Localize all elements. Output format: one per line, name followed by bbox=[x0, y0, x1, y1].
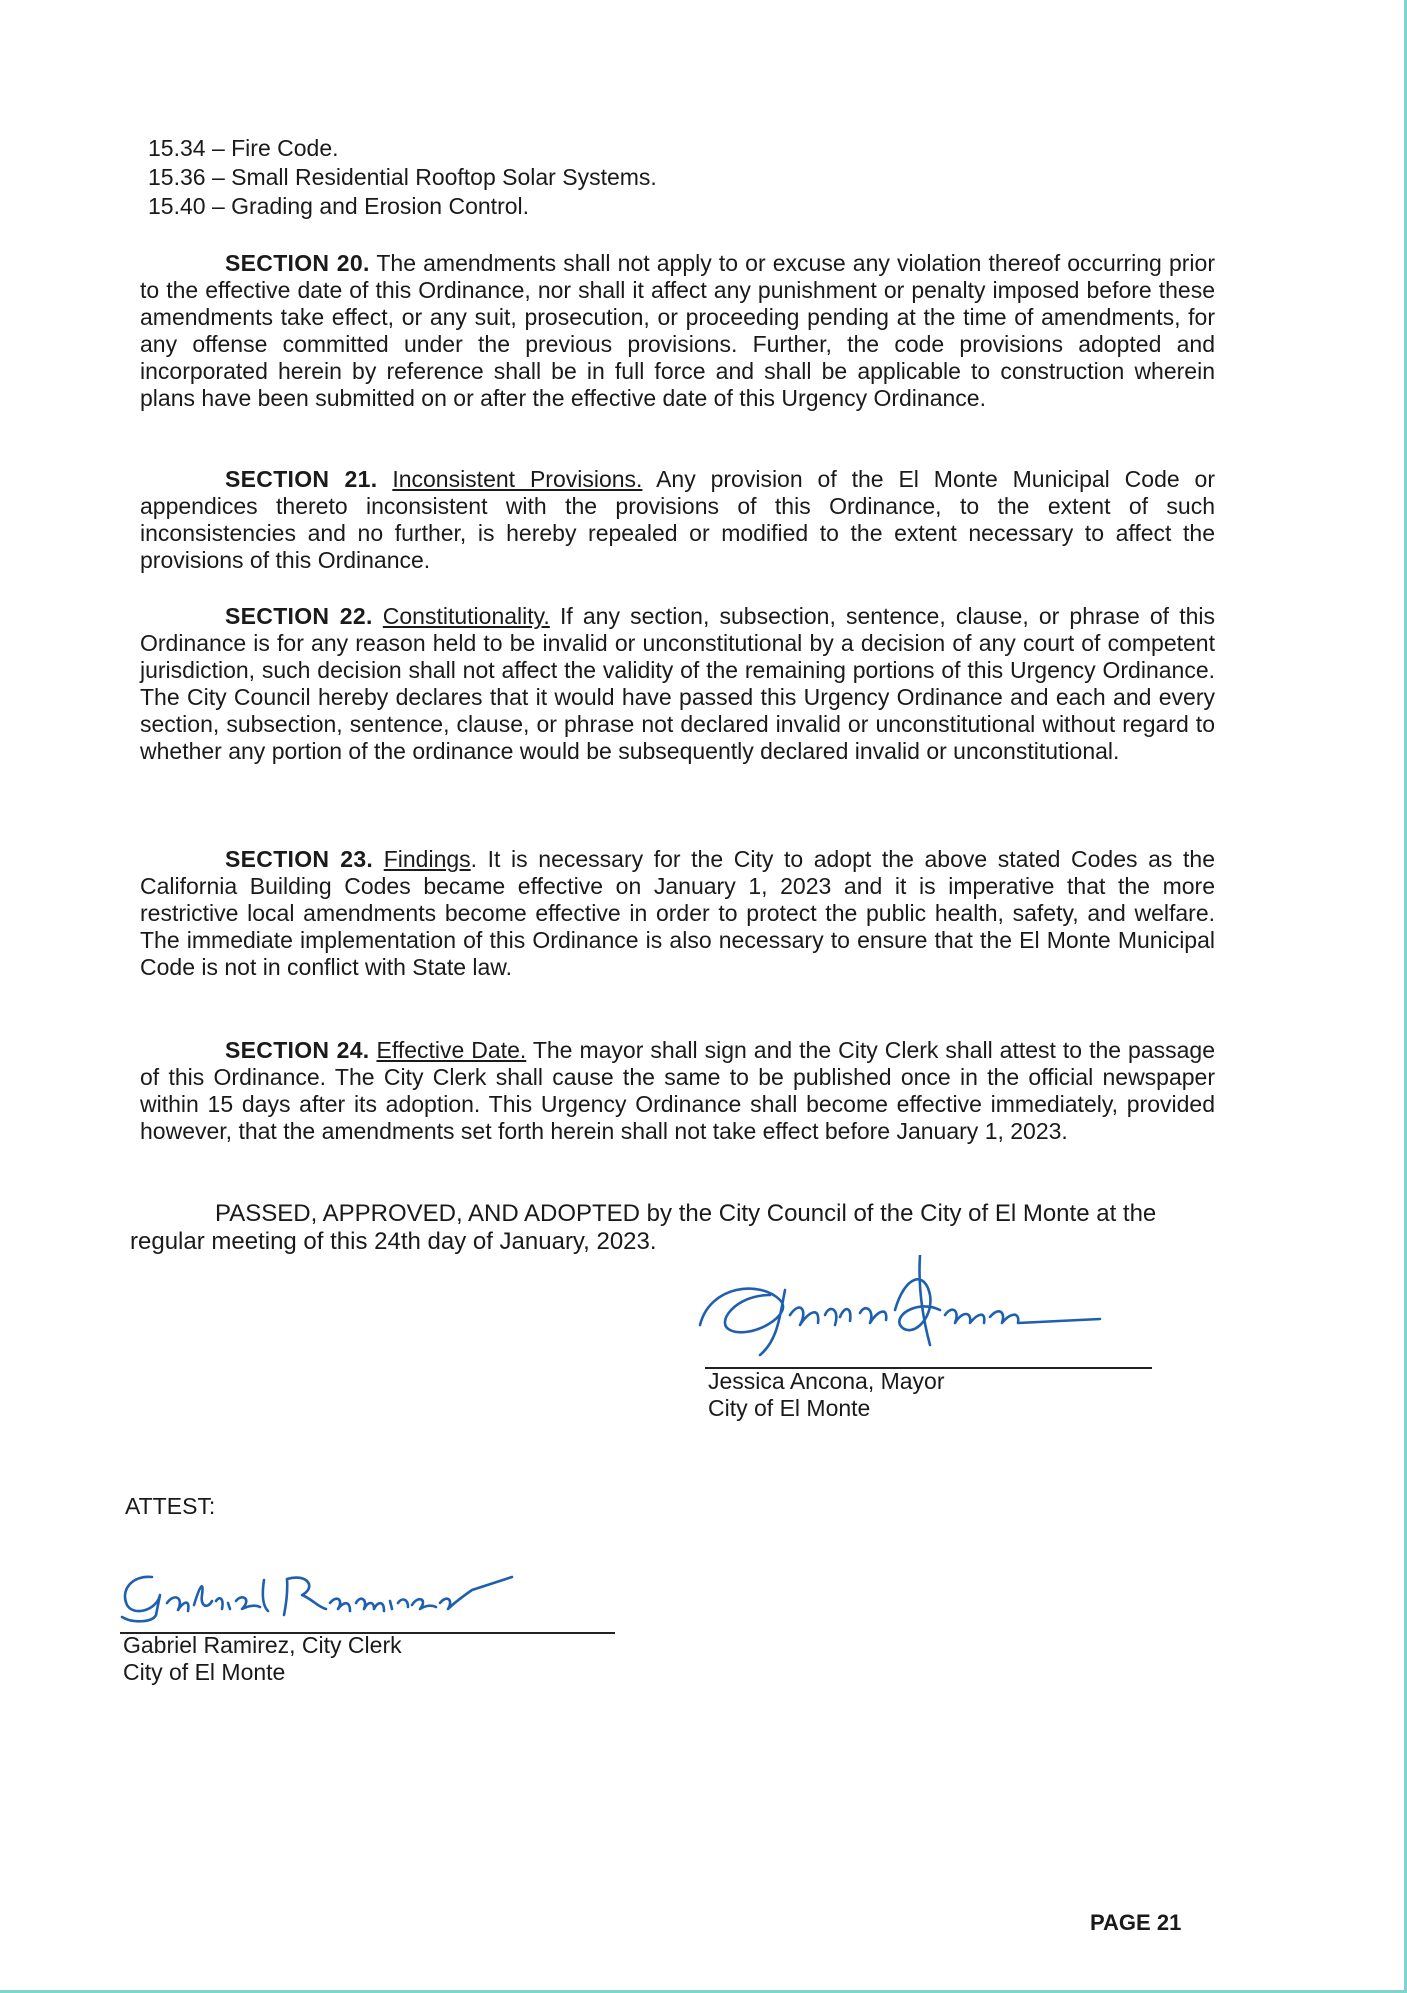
section-23-title: Findings bbox=[383, 846, 471, 872]
section-24 bbox=[140, 1037, 1215, 1145]
section-23-body: . It is necessary for the City to adopt the above stated Codes as the California Building Codes became effective on January 1, 2023 and it is imperative that the more restrictive local amendments become effective in order to protect the public health, safety, and welfare. The immediate implementation of this Ordinance is also necessary to ensure that the El Monte Municipal Code is not in conflict with State law. bbox=[140, 846, 1215, 980]
section-24-body: The mayor shall sign and the City Clerk shall attest to the passage of this Ordinance. The City Clerk shall cause the same to be published once in the official newspaper within 15 days after its adoption. This Urgency Ordinance shall become effective immediately, provided however, that the amendments set forth herein shall not take effect before January 1, 2023. bbox=[140, 1037, 1215, 1144]
section-21-title: Inconsistent Provisions. bbox=[392, 466, 643, 492]
mayor-name-title: Jessica Ancona, Mayor bbox=[708, 1368, 945, 1394]
mayor-block bbox=[708, 1368, 945, 1422]
clerk-block bbox=[123, 1632, 402, 1686]
section-24-heading: SECTION 24. bbox=[225, 1037, 370, 1063]
section-21-body: Any provision of the El Monte Municipal Code or appendices thereto inconsistent with the provisions of this Ordinance, to the extent of such inconsistencies and no further, is hereby repealed or modified to the extent necessary to affect the provisions of this Ordinance. bbox=[140, 466, 1216, 573]
section-20-body: The amendments shall not apply to or excuse any violation thereof occurring prior to the effective date of this Ordinance, nor shall it affect any punishment or penalty imposed before these amendments take effect, or any suit, prosecution, or proceeding pending at the time of amendments, for any offense committed under the previous provisions. Further, the code provisions adopted and incorporated herein by reference shall be in full force and shall be applicable to construction wherein plans have been submitted on or after the effective date of this Urgency Ordinance. bbox=[140, 250, 1215, 411]
section-22 bbox=[140, 603, 1215, 765]
section-23-heading: SECTION 23. bbox=[225, 846, 374, 872]
section-22-body: If any section, subsection, sentence, clause, or phrase of this Ordinance is for any reason held to be invalid or unconstitutional by a decision of any court of competent jurisdiction, such decision shall not affect the validity of the remaining portions of this Urgency Ordinance. The City Council hereby declares that it would have passed this Urgency Ordinance and each and every section, subsection, sentence, clause, or phrase not declared invalid or unconstitutional without regard to whether any portion of the ordinance would be subsequently declared invalid or unconstitutional. bbox=[140, 603, 1215, 764]
clerk-signature bbox=[112, 1565, 532, 1625]
code-item: 15.36 – Small Residential Rooftop Solar Systems. bbox=[148, 164, 657, 190]
code-item: 15.34 – Fire Code. bbox=[148, 135, 339, 161]
section-22-heading: SECTION 22. bbox=[225, 603, 373, 629]
section-21-heading: SECTION 21. bbox=[225, 466, 378, 492]
mayor-signature bbox=[690, 1255, 1110, 1375]
clerk-name-title: Gabriel Ramirez, City Clerk bbox=[123, 1632, 402, 1658]
section-23 bbox=[140, 846, 1215, 981]
code-item: 15.40 – Grading and Erosion Control. bbox=[148, 193, 530, 219]
codes-list bbox=[148, 134, 657, 221]
section-24-title: Effective Date. bbox=[376, 1037, 527, 1063]
mayor-city: City of El Monte bbox=[708, 1395, 871, 1421]
section-20 bbox=[140, 250, 1215, 412]
passed-statement-text: PASSED, APPROVED, AND ADOPTED by the City Council of the City of El Monte at the regular meeting of this 24th day of January, 2023. bbox=[130, 1200, 1157, 1255]
passed-statement bbox=[130, 1200, 1212, 1256]
clerk-city: City of El Monte bbox=[123, 1659, 286, 1685]
attest-label: ATTEST: bbox=[125, 1493, 216, 1519]
page-number: PAGE 21 bbox=[1090, 1910, 1182, 1935]
section-22-title: Constitutionality. bbox=[382, 603, 550, 629]
section-20-heading: SECTION 20. bbox=[225, 250, 370, 276]
section-21 bbox=[140, 466, 1215, 574]
